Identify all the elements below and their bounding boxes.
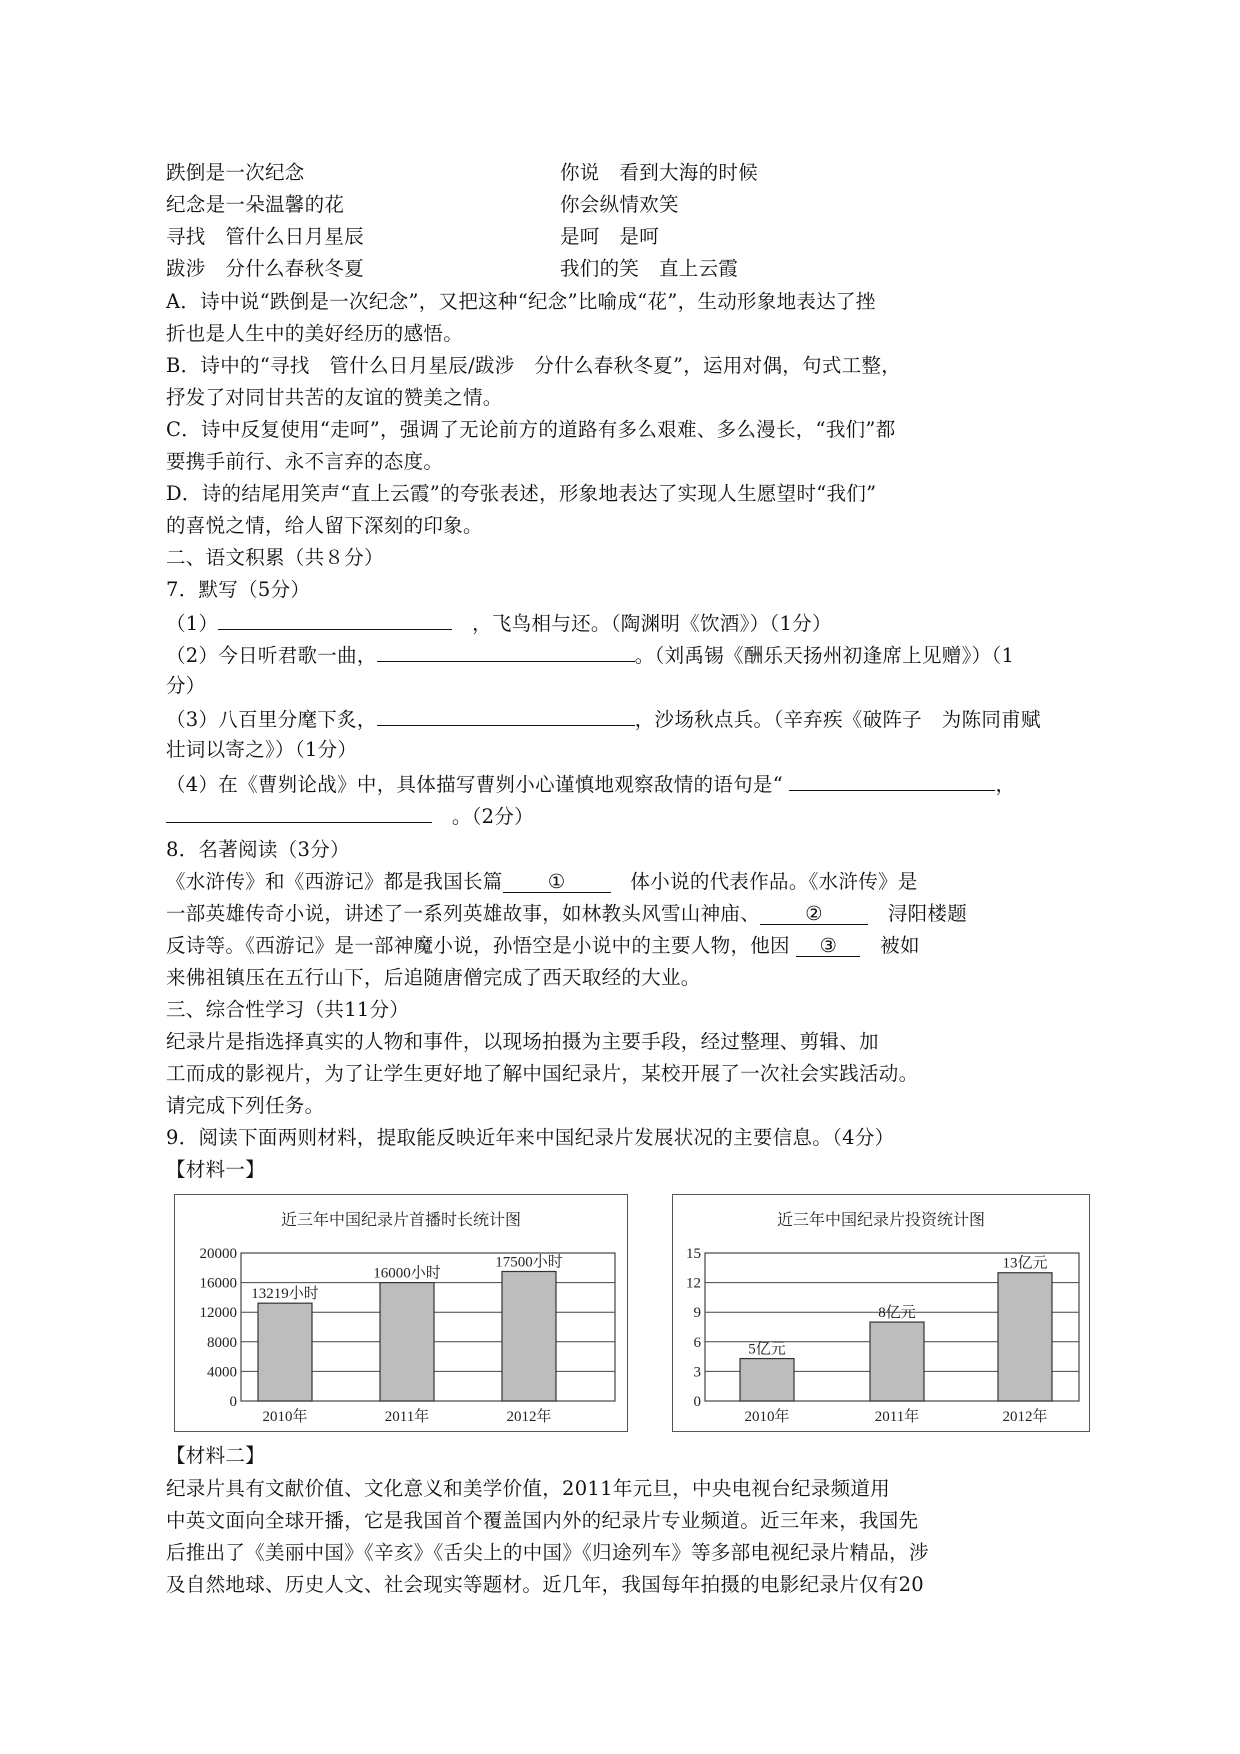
q8-line: 《水浒传》和《西游记》都是我国长篇 ① 体小说的代表作品。《水浒传》是 <box>166 870 918 893</box>
q8-line: 来佛祖镇压在五行山下，后追随唐僧完成了西天取经的大业。 <box>166 966 701 989</box>
data-label: 13219小时 <box>251 1286 319 1303</box>
item-3-cont: 壮词以寄之》）（1分） <box>166 738 358 761</box>
intro-line: 请完成下列任务。 <box>166 1094 325 1117</box>
option-b-cont: 抒发了对同甘共苦的友谊的赞美之情。 <box>166 386 503 409</box>
x-tick-label: 2010年 <box>744 1409 790 1425</box>
material-2-label: 【材料二】 <box>166 1444 266 1467</box>
material-2-line: 后推出了《美丽中国》《辛亥》《舌尖上的中国》《归途列车》等多部电视纪录片精品，涉 <box>166 1541 929 1564</box>
y-tick-label: 4000 <box>207 1364 237 1381</box>
y-tick-label: 3 <box>693 1364 701 1381</box>
data-label: 5亿元 <box>748 1341 786 1358</box>
answer-blank-3[interactable]: ③ <box>796 936 860 957</box>
option-a-cont: 折也是人生中的美好经历的感悟。 <box>166 322 464 345</box>
bar <box>740 1359 794 1401</box>
poem-line: 你说 看到大海的时候 <box>560 161 759 184</box>
y-tick-label: 12000 <box>199 1305 237 1322</box>
x-tick-label: 2012年 <box>1002 1409 1048 1425</box>
question-8: 8．名著阅读（3分） <box>166 838 350 861</box>
y-tick-label: 8000 <box>207 1334 237 1351</box>
item-4: （4）在《曹刿论战》中，具体描写曹刿小心谨慎地观察敌情的语句是“ ， <box>166 770 1015 798</box>
poem-line: 你会纵情欢笑 <box>560 193 679 216</box>
item-1: （1） ，飞鸟相与还。（陶渊明《饮酒》）（1分） <box>166 609 832 637</box>
answer-blank[interactable] <box>377 641 635 662</box>
broadcast-hours-chart-svg <box>175 1195 627 1431</box>
option-c-cont: 要携手前行、永不言弃的态度。 <box>166 450 444 473</box>
x-tick-label: 2010年 <box>262 1409 308 1425</box>
intro-line: 工而成的影视片，为了让学生更好地了解中国纪录片，某校开展了一次社会实践活动。 <box>166 1062 919 1085</box>
q8-line: 反诗等。《西游记》是一部神魔小说，孙悟空是小说中的主要人物，他因 ③ 被如 <box>166 934 920 957</box>
option-a: A．诗中说“跌倒是一次纪念”，又把这种“纪念”比喻成“花”，生动形象地表达了挫 <box>166 290 876 313</box>
option-d-cont: 的喜悦之情，给人留下深刻的印象。 <box>166 514 483 537</box>
data-label: 17500小时 <box>495 1254 563 1271</box>
poem-line: 是呵 是呵 <box>560 225 660 248</box>
poem-line: 我们的笑 直上云霞 <box>560 257 739 280</box>
question-7: 7．默写（5分） <box>166 578 311 601</box>
investment-chart-svg <box>673 1195 1089 1431</box>
answer-blank[interactable] <box>789 770 995 791</box>
chart-investment <box>672 1194 1090 1432</box>
section-heading: 三、综合性学习（共11分） <box>166 998 410 1021</box>
y-tick-label: 16000 <box>199 1275 237 1292</box>
item-2: （2）今日听君歌一曲， 。（刘禹锡《酬乐天扬州初逢席上见赠》）（1 <box>166 641 1014 669</box>
answer-blank[interactable] <box>377 705 635 726</box>
bar <box>380 1283 434 1401</box>
item-4-cont: 。（2分） <box>166 802 534 830</box>
q8-line: 一部英雄传奇小说，讲述了一系列英雄故事，如林教头风雪山神庙、 ② 浔阳楼题 <box>166 902 968 925</box>
bar <box>870 1322 924 1401</box>
chart-title: 近三年中国纪录片首播时长统计图 <box>280 1210 522 1229</box>
y-tick-label: 0 <box>229 1394 237 1410</box>
option-c: C．诗中反复使用“走呵”，强调了无论前方的道路有多么艰难、多么漫长，“我们”都 <box>166 418 896 441</box>
item-2-cont: 分） <box>166 674 206 697</box>
question-9: 9．阅读下面两则材料，提取能反映近年来中国纪录片发展状况的主要信息。（4分） <box>166 1126 895 1149</box>
material-2-line: 及自然地球、历史人文、社会现实等题材。近几年，我国每年拍摄的电影纪录片仅有20 <box>166 1573 925 1596</box>
poem-line: 跌倒是一次纪念 <box>166 161 305 184</box>
material-1-label: 【材料一】 <box>166 1158 266 1181</box>
material-2-line: 中英文面向全球开播，它是我国首个覆盖国内外的纪录片专业频道。近三年来，我国先 <box>166 1509 919 1532</box>
data-label: 8亿元 <box>878 1305 916 1322</box>
poem-line: 寻找 管什么日月星辰 <box>166 225 365 248</box>
poem-line: 跋涉 分什么春秋冬夏 <box>166 257 365 280</box>
y-tick-label: 9 <box>693 1305 701 1322</box>
bar <box>502 1272 556 1402</box>
x-tick-label: 2011年 <box>384 1409 430 1425</box>
chart-broadcast-hours <box>174 1194 628 1432</box>
y-tick-label: 15 <box>686 1246 701 1262</box>
y-tick-label: 20000 <box>199 1246 237 1262</box>
option-d: D．诗的结尾用笑声“直上云霞”的夸张表述，形象地表达了实现人生愿望时“我们” <box>166 482 877 505</box>
y-tick-label: 0 <box>693 1394 701 1410</box>
answer-blank-1[interactable]: ① <box>503 872 611 893</box>
bar <box>258 1303 312 1401</box>
x-tick-label: 2011年 <box>874 1409 920 1425</box>
answer-blank-2[interactable]: ② <box>760 904 868 925</box>
y-tick-label: 6 <box>693 1334 701 1351</box>
material-2-line: 纪录片具有文献价值、文化意义和美学价值，2011年元旦，中央电视台纪录频道用 <box>166 1477 891 1500</box>
option-b: B．诗中的“寻找 管什么日月星辰/跋涉 分什么春秋冬夏”，运用对偶，句式工整， <box>166 354 902 377</box>
data-label: 13亿元 <box>1002 1255 1048 1272</box>
answer-blank[interactable] <box>218 609 452 630</box>
y-tick-label: 12 <box>686 1275 701 1292</box>
answer-blank[interactable] <box>166 802 432 823</box>
item-3: （3）八百里分麾下炙， ，沙场秋点兵。（辛弃疾《破阵子 为陈同甫赋 <box>166 705 1041 733</box>
x-tick-label: 2012年 <box>506 1409 552 1425</box>
intro-line: 纪录片是指选择真实的人物和事件，以现场拍摄为主要手段，经过整理、剪辑、加 <box>166 1030 879 1053</box>
data-label: 16000小时 <box>373 1265 441 1282</box>
chart-title: 近三年中国纪录片投资统计图 <box>776 1210 986 1229</box>
bar <box>998 1273 1052 1401</box>
poem-line: 纪念是一朵温馨的花 <box>166 193 345 216</box>
section-heading: 二、语文积累（共８分） <box>166 546 384 569</box>
